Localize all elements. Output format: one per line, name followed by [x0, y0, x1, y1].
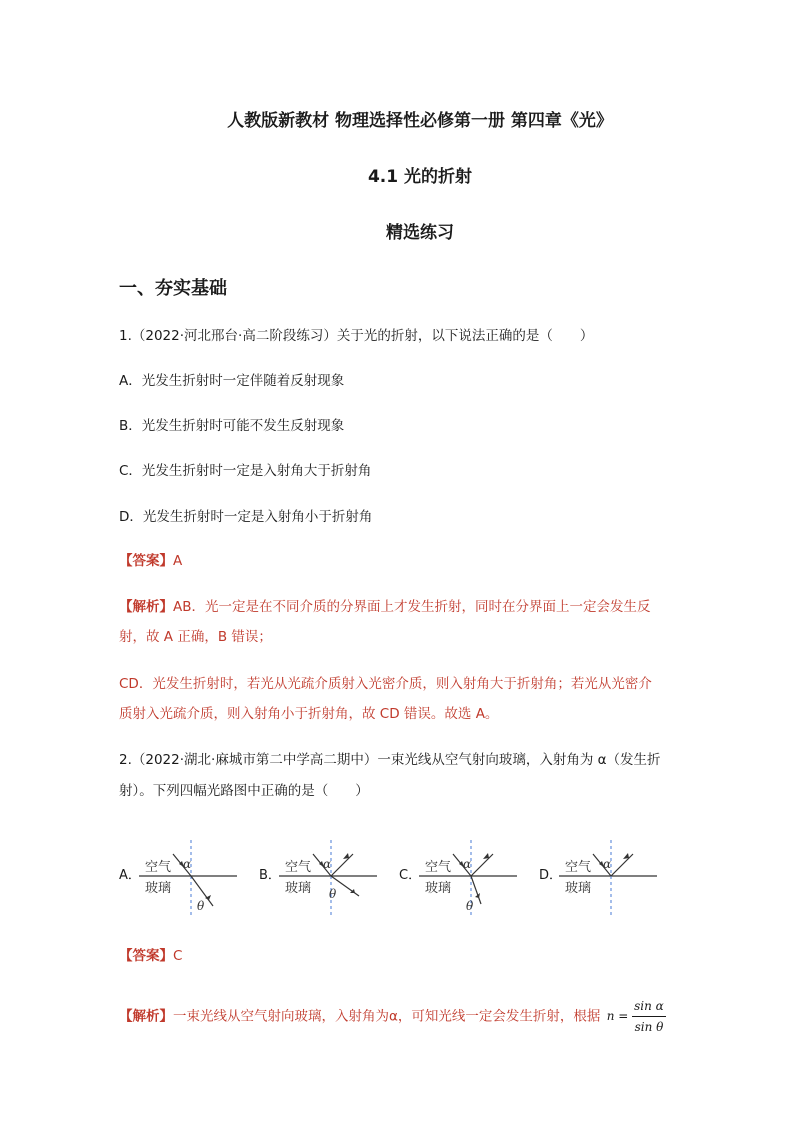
- answer-value: C: [173, 948, 183, 964]
- q1-analysis-line-4: 质射入光疏介质，则入射角小于折射角，故 CD 错误。故选 A。: [119, 706, 499, 722]
- q1-option-b: B．光发生折射时可能不发生反射现象: [119, 418, 345, 434]
- diagram-label: C．: [399, 868, 422, 883]
- ray-diagram: [139, 840, 244, 915]
- diagram-a: [119, 840, 259, 915]
- ray-diagram: [419, 840, 524, 915]
- air-label: 空气: [565, 860, 592, 875]
- q1-option-a: A．光发生折射时一定伴随着反射现象: [119, 373, 345, 389]
- diagram-label: A．: [119, 868, 141, 883]
- ray-diagram: [279, 840, 384, 915]
- answer-value: A: [173, 553, 183, 569]
- alpha-label: α: [323, 857, 332, 871]
- lesson-title: 4.1 光的折射: [367, 167, 473, 187]
- diagram-label: B．: [259, 868, 281, 883]
- diagram-c: [399, 840, 539, 915]
- q2-diagrams: [119, 840, 679, 915]
- snell-formula: [607, 996, 666, 1037]
- diagram-label: D．: [539, 868, 563, 883]
- diagram-b: [259, 840, 399, 915]
- air-label: 空气: [425, 860, 452, 875]
- glass-label: 玻璃: [565, 881, 592, 896]
- theta-label: θ: [466, 899, 474, 913]
- q2-stem-line-1: 2.（2022·湖北·麻城市第二中学高二期中）一束光线从空气射向玻璃，入射角为 α（发生折: [119, 752, 661, 768]
- ray-diagram: [559, 840, 664, 915]
- air-label: 空气: [285, 860, 312, 875]
- section-heading: 一、夯实基础: [119, 278, 227, 299]
- analysis-text: AB．光一定是在不同介质的分界面上才发生折射，同时在分界面上一定会发生反: [173, 599, 651, 615]
- theta-label: θ: [329, 887, 337, 901]
- q1-answer: [119, 551, 182, 571]
- q1-analysis-line-1: [119, 597, 651, 617]
- q1-option-c: C．光发生折射时一定是入射角大于折射角: [119, 463, 372, 479]
- analysis-tag: 【解析】: [119, 599, 173, 615]
- alpha-label: α: [603, 857, 612, 871]
- glass-label: 玻璃: [145, 881, 172, 896]
- document-title: 人教版新教材 物理选择性必修第一册 第四章《光》: [227, 111, 613, 131]
- formula-numerator: sin α: [632, 996, 666, 1017]
- glass-label: 玻璃: [285, 881, 312, 896]
- formula-fraction: [632, 996, 666, 1037]
- diagram-d: [539, 840, 679, 915]
- answer-tag: 【答案】: [119, 553, 173, 569]
- formula-denominator: sin θ: [634, 1020, 664, 1034]
- alpha-label: α: [183, 857, 192, 871]
- answer-tag: 【答案】: [119, 948, 173, 964]
- q1-analysis-line-2: 射，故 A 正确，B 错误；: [119, 629, 272, 645]
- subtitle: 精选练习: [386, 223, 454, 243]
- q1-option-d: D．光发生折射时一定是入射角小于折射角: [119, 509, 373, 525]
- formula-lhs: n =: [606, 1009, 629, 1023]
- q1-stem: 1.（2022·河北邢台·高二阶段练习）关于光的折射，以下说法正确的是（ ）: [119, 328, 594, 344]
- q2-answer: [119, 946, 182, 966]
- air-label: 空气: [145, 860, 172, 875]
- analysis-tag: 【解析】: [119, 1008, 173, 1025]
- alpha-label: α: [463, 857, 472, 871]
- theta-label: θ: [197, 899, 205, 913]
- q1-analysis-line-3: CD．光发生折射时，若光从光疏介质射入光密介质，则入射角大于折射角；若光从光密介: [119, 676, 652, 692]
- q2-stem-line-2: 射）。下列四幅光路图中正确的是（ ）: [119, 783, 369, 799]
- analysis-text: 一束光线从空气射向玻璃，入射角为α，可知光线一定会发生折射，根据: [173, 1008, 601, 1025]
- glass-label: 玻璃: [425, 881, 452, 896]
- q2-analysis: [119, 996, 666, 1037]
